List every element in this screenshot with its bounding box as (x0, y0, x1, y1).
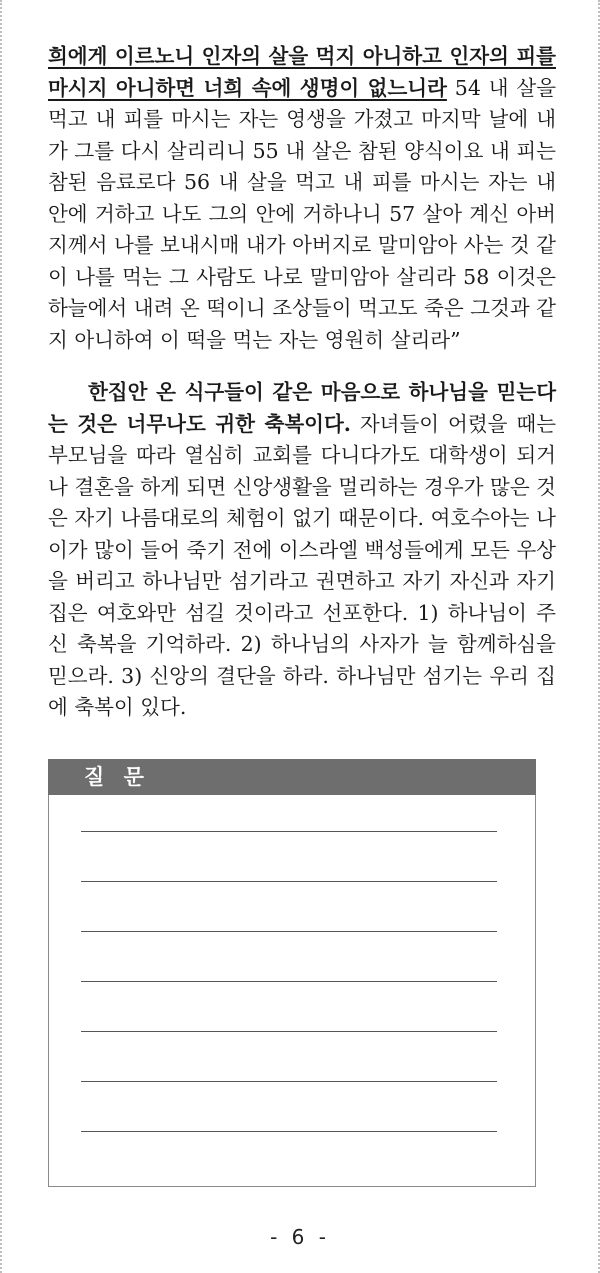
question-header: 질 문 (48, 759, 536, 795)
page-edge-left (0, 0, 2, 1273)
answer-line[interactable] (81, 1081, 497, 1082)
question-answer-box (48, 795, 536, 1187)
scripture-paragraph (48, 41, 556, 356)
answer-line[interactable] (81, 1131, 497, 1132)
answer-line[interactable] (81, 831, 497, 832)
answer-line[interactable] (81, 981, 497, 982)
verse-continuation: 54 내 살을 먹고 내 피를 마시는 자는 영생을 가졌고 마지막 날에 내가 그를 다시 살리리니 55 내 살은 참된 양식이요 내 피는 참된 음료로다 56 내 살을 먹고 내 피를 마시는 자는 내 안에 거하고 나도 그의 안에 거하나니 57 살아 계신 아버지께서 나를 보내시매 내가 아버지로 말미암아 사는 것 같이 나를 먹는 그 사람도 나로 말미암아 살리라 58 이것은 하늘에서 내려 온 떡이니 조상들이 먹고도 죽은 그것과 같지 아니하여 이 떡을 먹는 자는 영원히 살리라” (48, 75, 557, 352)
page-number: - 6 - (270, 1225, 330, 1249)
commentary-paragraph (48, 377, 556, 724)
answer-line[interactable] (81, 881, 497, 882)
underlined-verse: 희에게 이르노니 인자의 살을 먹지 아니하고 인자의 피를 마시지 아니하면 너희 속에 생명이 없느니라 (48, 44, 556, 100)
commentary-continuation: 자녀들이 어렸을 때는 부모님을 따라 열심히 교회를 다니다가도 대학생이 되거나 결혼을 하게 되면 신앙생활을 멀리하는 경우가 많은 것은 자기 나름대로의 체험이 없기 때문이다. 여호수아는 나이가 많이 들어 죽기 전에 이스라엘 백성들에게 모든 우상을 버리고 하나님만 섬기라고 권면하고 자기 자신과 자기 집은 여호와만 섬길 것이라고 선포한다. 1) 하나님이 주신 축복을 기억하라. 2) 하나님의 사자가 늘 함께하심을 믿으라. 3) 신앙의 결단을 하라. 하나님만 섬기는 우리 집에 축복이 있다. (48, 411, 557, 719)
answer-line[interactable] (81, 931, 497, 932)
bold-key-sentence: 한집안 온 식구들이 같은 마음으로 하나님을 믿는다는 것은 너무나도 귀한 축복이다. (48, 380, 556, 436)
answer-line[interactable] (81, 1031, 497, 1032)
